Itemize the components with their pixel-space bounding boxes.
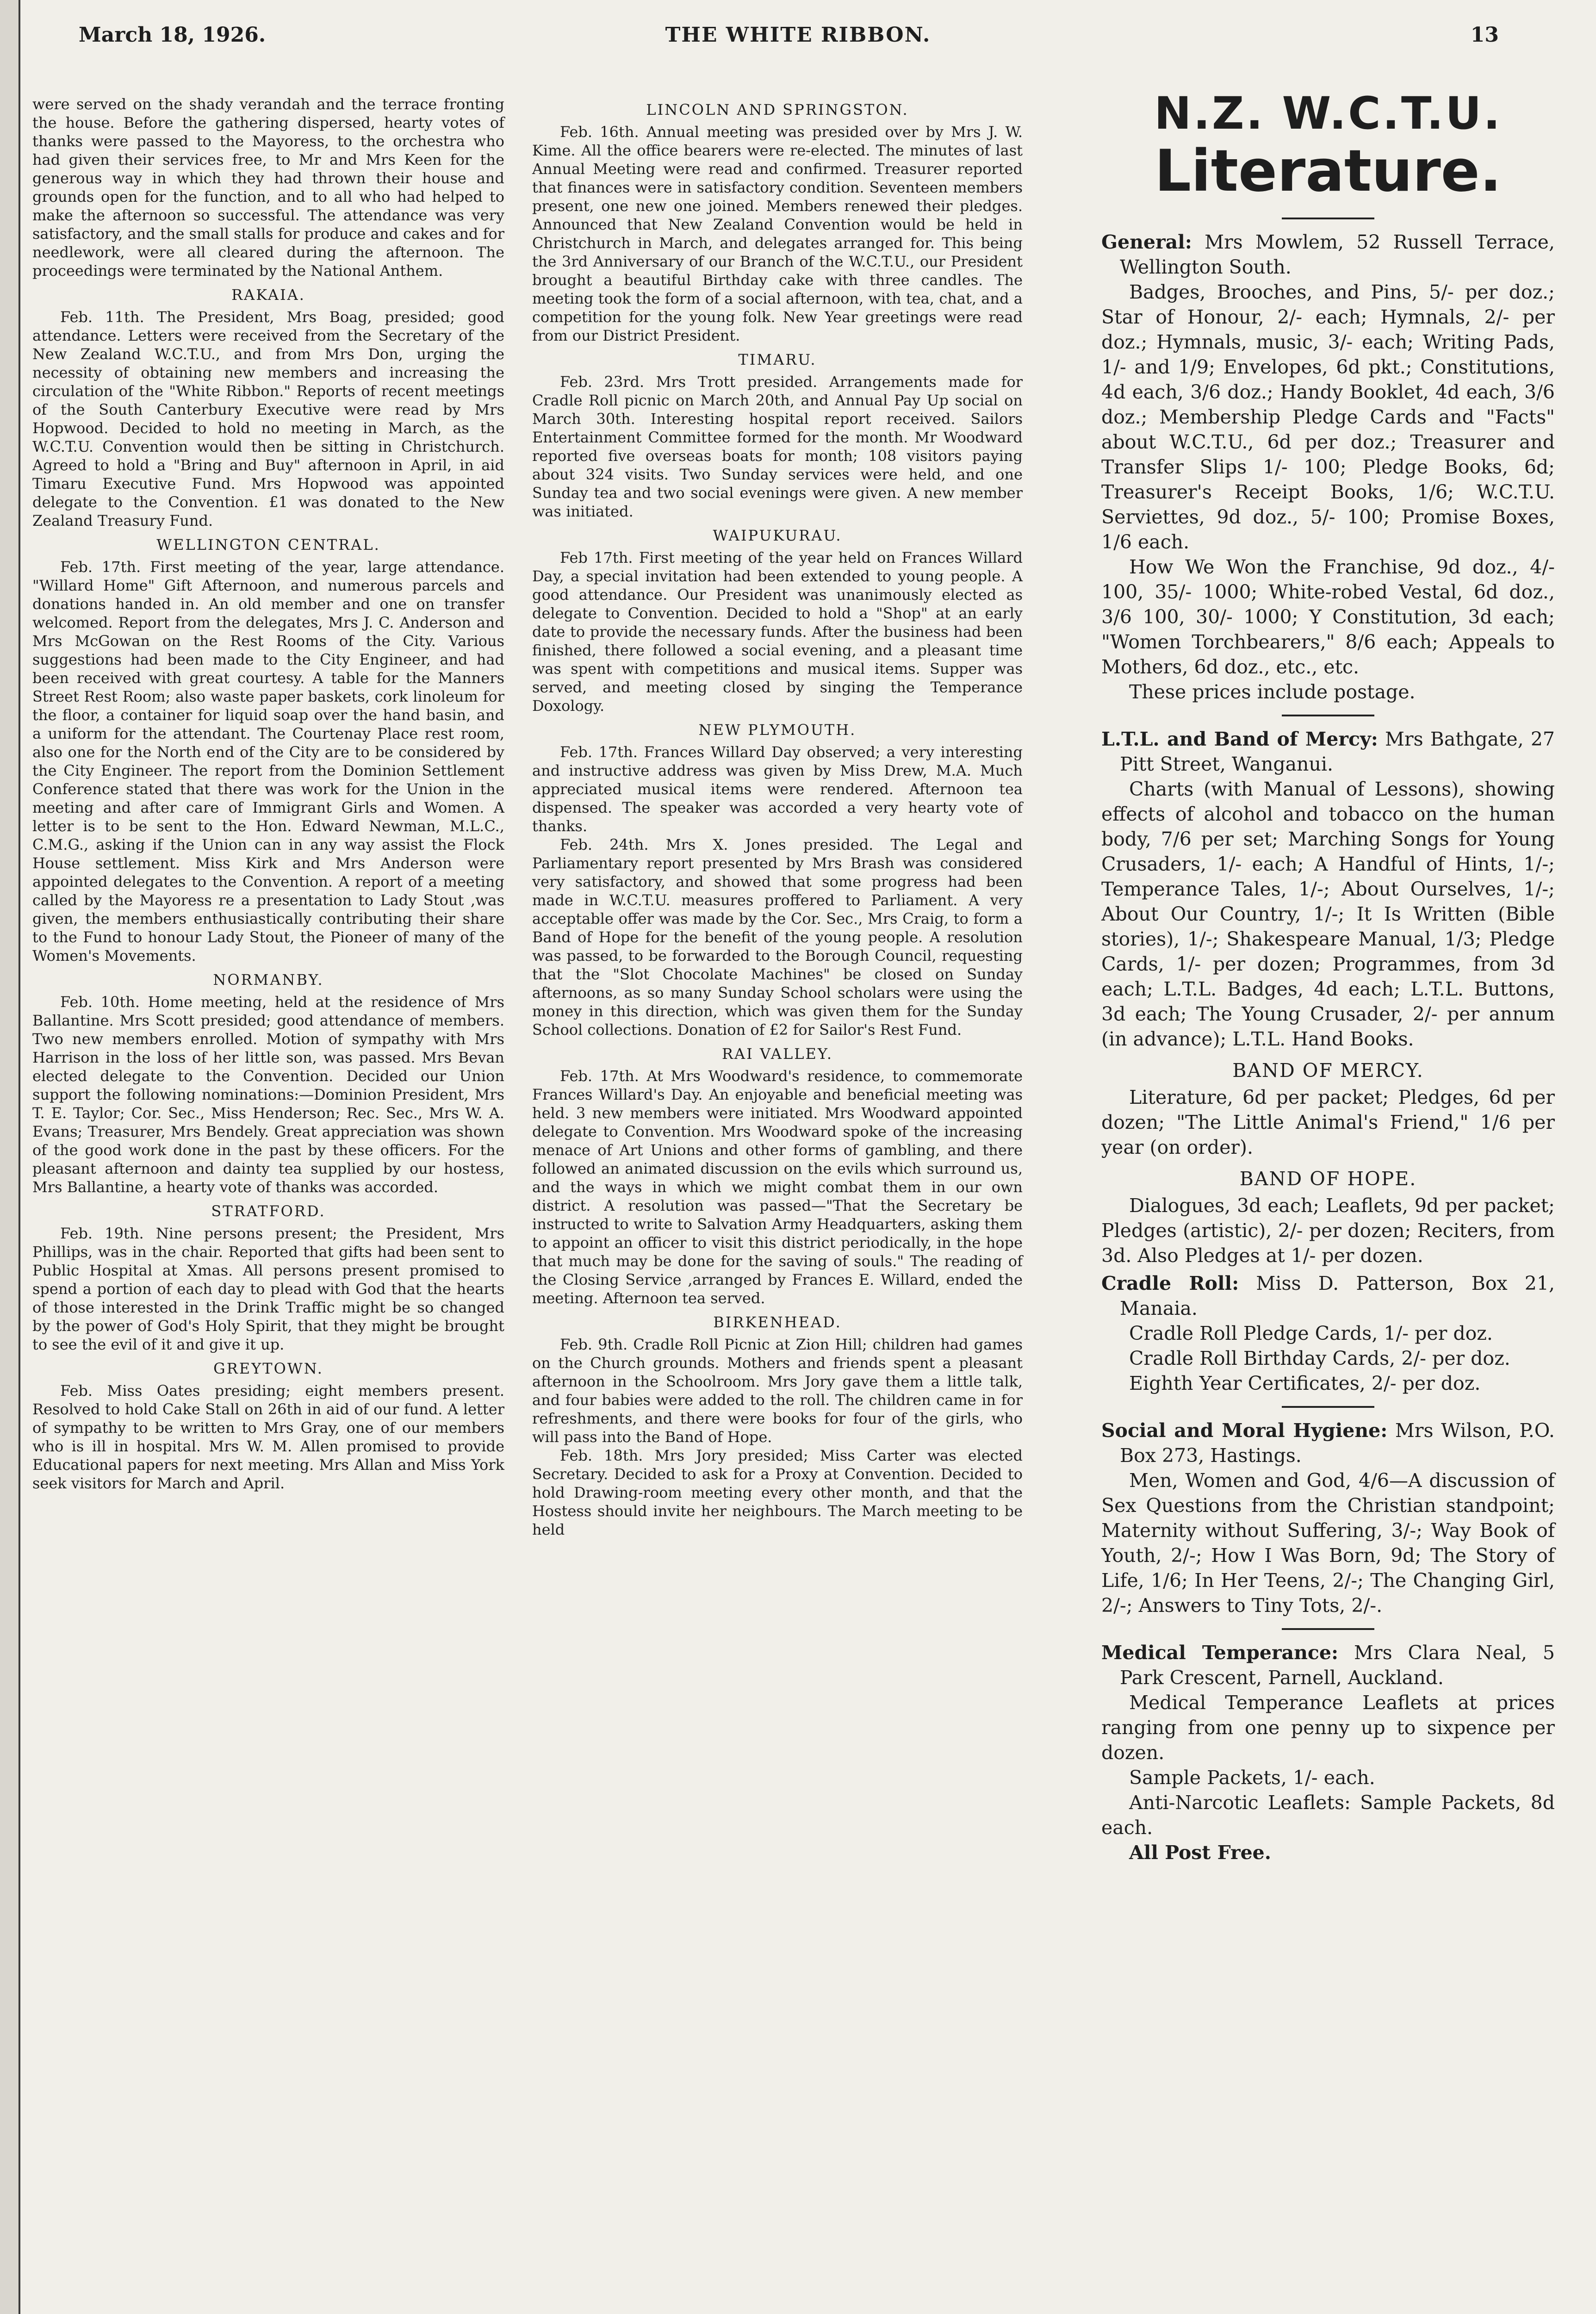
report-paragraph: Feb. 23rd. Mrs Trott presided. Arrangements made for Cradle Roll picnic on March 20th, and Annual Pay Up social on March 30th. Interesting hospital report received. Sailors Entertainment Committee formed for the month. Mr Woodward reported five overseas boats for month; 108 visitors paying about 324 visits. Two Sunday services were held, and one Sunday tea and two social evenings were given. A new member was initiated. — [532, 373, 1023, 520]
report-paragraph: Feb. 19th. Nine persons present; the President, Mrs Phillips, was in the chair. Reported that gifts had been sent to Public Hospital at Xmas. All persons present promised to spend a portion of each day to plead with God that the hearts of those interested in the Drink Traffic might be so changed by the power of God's Holy Spirit, that they might be brought to see the evil of it and give it up. — [32, 1225, 504, 1353]
section-heading: BIRKENHEAD. — [713, 1313, 842, 1331]
band-of-hope-heading: BAND OF HOPE. — [1239, 1168, 1417, 1190]
publication-title: THE WHITE RIBBON. — [665, 23, 931, 47]
report-paragraph: Feb. 11th. The President, Mrs Boag, presided; good attendance. Letters were received from the Secretary of the New Zealand W.C.T.U., and from Mrs Don, urging the necessity of obtaining new members and increasing the circulation of the "White Ribbon." Reports of recent meetings of the South Canterbury Executive were read by Mrs Hopwood. Decided to hold no meeting in March, as the W.C.T.U. Convention would then be sitting in Christchurch. Agreed to hold a "Bring and Buy" afternoon in April, in aid Timaru Executive Fund. Mrs Hopwood was appointed delegate to the Convention. £1 was donated to the New Zealand Treasury Fund. — [32, 308, 504, 529]
ltl-label: L.T.L. and Band of Mercy: — [1101, 728, 1378, 750]
column-1 — [32, 95, 504, 1493]
section-heading: STRATFORD. — [211, 1202, 326, 1220]
divider — [1282, 1406, 1374, 1408]
cradle-roll-address: Miss D. Patterson, Box 21, Manaia. — [1120, 1272, 1555, 1319]
general-contact — [1101, 230, 1555, 280]
cradle-roll-item: Cradle Roll Birthday Cards, 2/- per doz. — [1129, 1347, 1510, 1369]
band-of-hope-items: Dialogues, 3d each; Leaflets, 9d per packet; Pledges (artistic), 2/- per dozen; Reciters, from 3d. Also Pledges at 1/- per dozen. — [1101, 1194, 1555, 1267]
section-heading: GREYTOWN. — [213, 1360, 323, 1377]
ltl-items: Charts (with Manual of Lessons), showing effects of alcohol and tobacco on the human body, 7/6 per set; Marching Songs for Young Crusaders, 1/- each; A Handful of Hints, 1/-; Temperance Tales, 1/-; About Ourselves, 1/-; About Our Country, 1/-; It Is Written (Bible stories), 1/-; Shakespeare Manual, 1/3; Pledge Cards, 1/- per dozen; Programmes, from 3d each; L.T.L. Badges, 4d each; L.T.L. Buttons, 3d each; The Young Crusader, 2/- per annum (in advance); L.T.L. Hand Books. — [1101, 778, 1555, 1050]
general-label: General: — [1101, 231, 1192, 253]
section-heading: NORMANBY. — [213, 971, 324, 989]
medical-address: Mrs Clara Neal, 5 Park Crescent, Parnell, Auckland. — [1120, 1642, 1555, 1689]
band-of-mercy-items: Literature, 6d per packet; Pledges, 6d per dozen; "The Little Animal's Friend," 1/6 per year (on order). — [1101, 1086, 1555, 1158]
page-number: 13 — [1470, 23, 1499, 47]
divider — [1282, 218, 1374, 219]
band-of-mercy-heading: BAND OF MERCY. — [1232, 1059, 1424, 1082]
literature-advert — [1101, 88, 1555, 1865]
report-paragraph: Feb. 16th. Annual meeting was presided over by Mrs J. W. Kime. All the office bearers were re-elected. The minutes of last Annual Meeting were read and confirmed. Treasurer reported that finances were in satisfactory condition. Seventeen members present, one new one joined. Members renewed their pledges. Announced that New Zealand Convention would be held in Christchurch in March, and delegates arranged for. This being the 3rd Anniversary of our Branch of the W.C.T.U., our President brought a beautiful Birthday cake with three candles. The meeting took the form of a social afternoon, with tea, chat, and a competition for the young folk. New Year greetings were read from our District President. — [532, 123, 1023, 344]
branch-reports — [32, 286, 504, 1493]
report-paragraph: Feb. 9th. Cradle Roll Picnic at Zion Hill; children had games on the Church grounds. Mothers and friends spent a pleasant afternoon in the Schoolroom. Mrs Jory gave them a little talk, and four babies were added to the roll. The children came in for refreshments, and there were books for four of the girls, who will pass into the Band of Hope. — [532, 1336, 1023, 1446]
branch-reports — [532, 100, 1023, 1539]
hygiene-items: Men, Women and God, 4/6—A discussion of Sex Questions from the Christian standpoint; Maternity without Suffering, 3/-; Way Book of Youth, 2/-; How I Was Born, 9d; The Story of Life, 1/6; In Her Teens, 2/-; The Changing Girl, 2/-; Answers to Tiny Tots, 2/-. — [1101, 1469, 1555, 1617]
report-paragraph: Feb. 24th. Mrs X. Jones presided. The Legal and Parliamentary report presented by Mrs Brash was considered very satisfactory, and showed that some progress had been made in W.C.T.U. measures proffered to Parliament. A very acceptable offer was made by the Cor. Sec., Mrs Craig, to form a Band of Hope for the benefit of the young people. A resolution was passed, to be forwarded to the Borough Council, requesting that the "Slot Chocolate Machines" be closed on Sunday afternoons, as so many Sunday School scholars were using the money in this direction, which was given them for the Sunday School collections. Donation of £2 for Sailor's Rest Fund. — [532, 836, 1023, 1039]
general-items: Badges, Brooches, and Pins, 5/- per doz.; Star of Honour, 2/- each; Hymnals, 2/- per doz.; Hymnals, music, 3/- each; Writing Pads, 1/- and 1/9; Envelopes, 6d pkt.; Constitutions, 4d each, 3/6 doz.; Handy Booklet, 4d each, 3/6 doz.; Membership Pledge Cards and "Facts" about W.C.T.U., 6d per doz.; Treasurer and Transfer Slips 1/- 100; Pledge Books, 6d; Treasurer's Receipt Books, 1/6; W.C.T.U. Serviettes, 9d doz., 5/- 100; Promise Boxes, 1/6 each. — [1101, 281, 1555, 553]
continued-report: were served on the shady verandah and the terrace fronting the house. Before the gathering dispersed, hearty votes of thanks were passed to the Mayoress, to the orchestra who had given their services free, to Mr and Mrs Keen for the generous way in which they had thrown their house and grounds open for the function, and to all who had helped to make the afternoon so successful. The attendance was very satisfactory, and the small stalls for produce and cakes and for needlework, were all cleared during the afternoon. The proceedings were terminated by the National Anthem. — [32, 95, 504, 280]
report-paragraph: Feb. 17th. First meeting of the year, large attendance. "Willard Home" Gift Afternoon, and numerous parcels and donations handed in. An old member and one on transfer welcomed. Report from the delegates, Mrs J. C. Anderson and Mrs McGowan on the Rest Rooms of the City. Various suggestions had been made to the City Engineer, and had been received with great courtesy. A table for the Manners Street Rest Room; also waste paper baskets, cork linoleum for the floor, a container for liquid soap over the hand basin, and a uniform for the attendant. The Courtenay Place rest room, also one for the North end of the City are to be considered by the City Engineer. The report from the Dominion Settlement Conference stated that there was work for the Union in the meeting and after care of Immigrant Girls and Women. A letter is to be sent to the Hon. Edward Newman, M.L.C., C.M.G., asking if the Union can in any way assist the Flock House settlement. Miss Kirk and Mrs Anderson were appointed delegates to the Convention. A report of a meeting called by the Mayoress re a presentation to Lady Stout ,was given, the members enthusiastically contributing their share to the Fund to honour Lady Stout, the Pioneer of many of the Women's Movements. — [32, 558, 504, 964]
report-paragraph: Feb. 10th. Home meeting, held at the residence of Mrs Ballantine. Mrs Scott presided; good attendance of members. Two new members enrolled. Motion of sympathy with Mrs Harrison in the loss of her little son, was passed. Mrs Bevan elected delegate to the Convention. Decided our Union support the following nominations:—Dominion President, Mrs T. E. Taylor; Cor. Sec., Miss Henderson; Rec. Sec., Mrs W. A. Evans; Treasurer, Mrs Bendely. Great appreciation was shown of the good work done in the past by these officers. For the pleasant afternoon and dainty tea supplied by our hostess, Mrs Ballantine, a hearty vote of thanks was accorded. — [32, 993, 504, 1196]
medical-item: Sample Packets, 1/- each. — [1129, 1767, 1375, 1789]
medical-contact — [1101, 1640, 1555, 1690]
column-2 — [532, 95, 1023, 1539]
post-free-note: All Post Free. — [1129, 1841, 1272, 1864]
section-heading: WELLINGTON CENTRAL. — [156, 536, 380, 554]
report-paragraph: Feb 17th. First meeting of the year held on Frances Willard Day, a special invitation had been extended to young people. A good attendance. Our President was unanimously elected as delegate to Convention. Decided to hold a "Shop" at an early date to provide the necessary funds. After the business had been finished, there followed a social evening, and a pleasant time was spent with competitions and musical items. Supper was served, and meeting closed by singing the Temperance Doxology. — [532, 549, 1023, 715]
section-heading: TIMARU. — [738, 351, 817, 368]
general-address: Mrs Mowlem, 52 Russell Terrace, Wellington South. — [1120, 231, 1555, 278]
report-paragraph: Feb. Miss Oates presiding; eight members present. Resolved to hold Cake Stall on 26th in aid of our fund. A letter of sympathy to be written to Mrs Gray, one of our members who is ill in hospital. Mrs W. M. Allen promised to provide Educational papers for next meeting. Mrs Allan and Miss York seek visitors for March and April. — [32, 1382, 504, 1492]
franchise-items: How We Won the Franchise, 9d doz., 4/- 100, 35/- 1000; White-robed Vestal, 6d doz., 3/6 100, 30/- 1000; Y Constitution, 3d each; "Women Torchbearers," 8/6 each; Appeals to Mothers, 6d doz., etc., etc. — [1101, 556, 1555, 678]
section-heading: RAKAIA. — [231, 286, 305, 304]
ltl-address: Mrs Bathgate, 27 Pitt Street, Wanganui. — [1120, 728, 1555, 775]
adjacent-page-edge — [0, 0, 20, 2314]
section-heading: NEW PLYMOUTH. — [698, 721, 857, 739]
divider — [1282, 715, 1374, 716]
cradle-roll-item: Eighth Year Certificates, 2/- per doz. — [1129, 1372, 1481, 1394]
divider — [1282, 1628, 1374, 1630]
report-paragraph: Feb. 17th. Frances Willard Day observed; a very interesting and instructive address was given by Miss Drew, M.A. Much appreciated musical items were rendered. Afternoon tea dispensed. The speaker was accorded a very hearty vote of thanks. — [532, 743, 1023, 835]
literature-title: Literature. — [1155, 138, 1502, 205]
postage-note: These prices include postage. — [1129, 681, 1416, 703]
report-paragraph: Feb. 17th. At Mrs Woodward's residence, to commemorate Frances Willard's Day. An enjoyable and beneficial meeting was held. 3 new members were initiated. Mrs Woodward appointed delegate to Convention. Mrs Woodward spoke of the increasing menace of Art Unions and other forms of gambling, and there followed an animated discussion on the evils which surround us, and the ways in which we might combat them in our own district. A resolution was passed—"That the Secretary be instructed to write to Salvation Army Headquarters, asking them to appoint an officer to visit this district periodically, in the hope that much may be done for the saving of souls." The reading of the Closing Service ,arranged by Frances E. Willard, ended the meeting. Afternoon tea served. — [532, 1067, 1023, 1307]
ltl-contact — [1101, 727, 1555, 777]
hygiene-address: Mrs Wilson, P.O. Box 273, Hastings. — [1120, 1419, 1555, 1467]
cradle-roll-contact — [1101, 1271, 1555, 1321]
hygiene-contact — [1101, 1418, 1555, 1468]
hygiene-label: Social and Moral Hygiene: — [1101, 1419, 1388, 1442]
medical-items: Medical Temperance Leaflets at prices ranging from one penny up to sixpence per dozen. — [1101, 1692, 1555, 1764]
issue-date: March 18, 1926. — [79, 23, 266, 47]
medical-item: Anti-Narcotic Leaflets: Sample Packets, 8d each. — [1101, 1791, 1555, 1839]
report-paragraph: Feb. 18th. Mrs Jory presided; Miss Carter was elected Secretary. Decided to ask for a Proxy at Convention. Decided to hold Drawing-room meeting every other month, and that the Hostess should invite her neighbours. The March meeting to be held — [532, 1447, 1023, 1538]
medical-label: Medical Temperance: — [1101, 1642, 1339, 1664]
section-heading: RAI VALLEY. — [721, 1045, 833, 1063]
cradle-roll-label: Cradle Roll: — [1101, 1272, 1239, 1294]
section-heading: WAIPUKURAU. — [713, 527, 842, 544]
section-heading: LINCOLN AND SPRINGSTON. — [646, 101, 909, 118]
cradle-roll-item: Cradle Roll Pledge Cards, 1/- per doz. — [1129, 1322, 1493, 1344]
literature-title-org: N.Z. W.C.T.U. — [1154, 87, 1502, 139]
